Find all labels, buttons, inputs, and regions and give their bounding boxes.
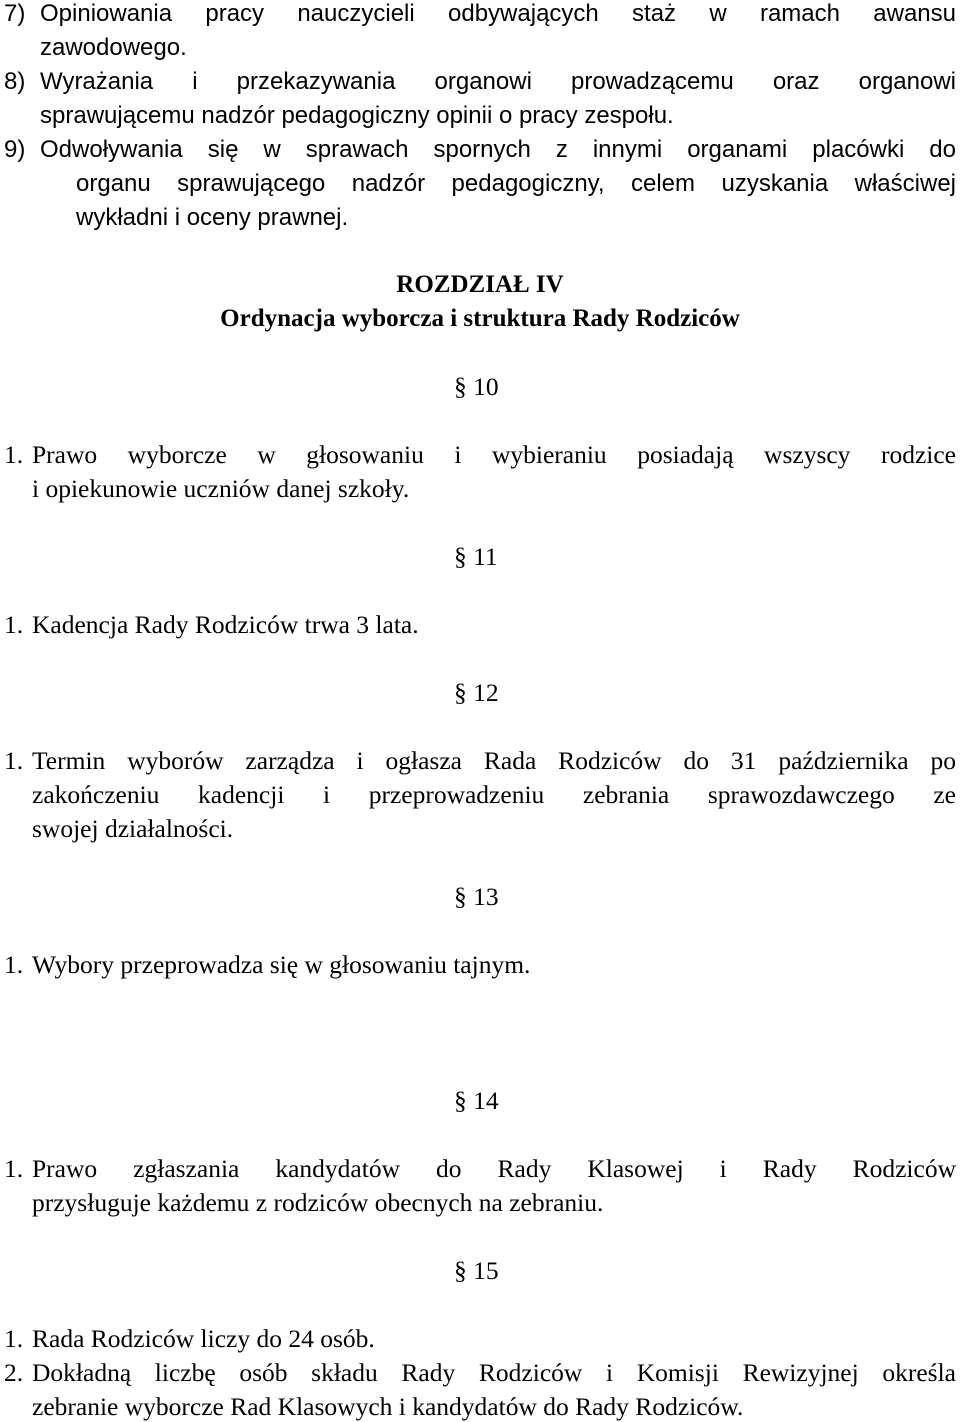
paragraph-number: 1. <box>4 950 24 979</box>
list-item-text-line: wykładni i oceny prawnej. <box>76 204 349 231</box>
list-item-number: 9) <box>4 136 26 163</box>
paragraph-text-line: zakończeniu kadencji i przeprowadzeniu zebrania sprawozdawczego ze <box>32 780 956 809</box>
section-mark: § 14 <box>454 1086 499 1115</box>
chapter-heading: ROZDZIAŁ IV <box>396 271 564 298</box>
paragraph-text-line: Prawo zgłaszania kandydatów do Rady Klasowej i Rady Rodziców <box>32 1154 956 1183</box>
section-mark: § 10 <box>454 372 499 401</box>
paragraph-text-line: zebranie wyborcze Rad Klasowych i kandydatów do Rady Rodziców. <box>32 1392 744 1421</box>
paragraph-text-line: przysługuje każdemu z rodziców obecnych na zebraniu. <box>32 1188 604 1217</box>
paragraph-text-line: i opiekunowie uczniów danej szkoły. <box>32 474 410 503</box>
paragraph-text-line: Prawo wyborcze w głosowaniu i wybieraniu posiadają wszyscy rodzice <box>32 440 956 469</box>
paragraph-number: 1. <box>4 1154 24 1183</box>
paragraph-text-line: Wybory przeprowadza się w głosowaniu tajnym. <box>32 950 531 979</box>
paragraph-text-line: Termin wyborów zarządza i ogłasza Rada Rodziców do 31 października po <box>32 746 956 775</box>
paragraph-text-line: Kadencja Rady Rodziców trwa 3 lata. <box>32 610 419 639</box>
paragraph-number: 1. <box>4 1324 24 1353</box>
list-item-number: 8) <box>4 68 26 95</box>
list-item-number: 7) <box>4 0 26 27</box>
section-mark: § 15 <box>454 1256 499 1285</box>
section-mark: § 12 <box>454 678 499 707</box>
section-mark: § 13 <box>454 882 499 911</box>
chapter-title: Ordynacja wyborcza i struktura Rady Rodziców <box>220 305 740 332</box>
list-item-text-line: Opiniowania pracy nauczycieli odbywających staż w ramach awansu <box>40 0 956 27</box>
list-item-text-line: zawodowego. <box>40 34 187 61</box>
paragraph-number: 2. <box>4 1358 24 1387</box>
section-mark: § 11 <box>454 542 498 571</box>
paragraph-text-line: Rada Rodziców liczy do 24 osób. <box>32 1324 375 1353</box>
paragraph-number: 1. <box>4 610 24 639</box>
paragraph-number: 1. <box>4 746 24 775</box>
list-item-text-line: Wyrażania i przekazywania organowi prowadzącemu oraz organowi <box>40 68 956 95</box>
paragraph-number: 1. <box>4 440 24 469</box>
list-item-text-line: sprawującemu nadzór pedagogiczny opinii o pracy zespołu. <box>40 102 674 129</box>
list-item-text-line: organu sprawującego nadzór pedagogiczny, celem uzyskania właściwej <box>76 170 956 197</box>
list-item-text-line: Odwoływania się w sprawach spornych z innymi organami placówki do <box>40 136 956 163</box>
paragraph-text-line: swojej działalności. <box>32 814 234 843</box>
paragraph-text-line: Dokładną liczbę osób składu Rady Rodziców i Komisji Rewizyjnej określa <box>32 1358 956 1387</box>
